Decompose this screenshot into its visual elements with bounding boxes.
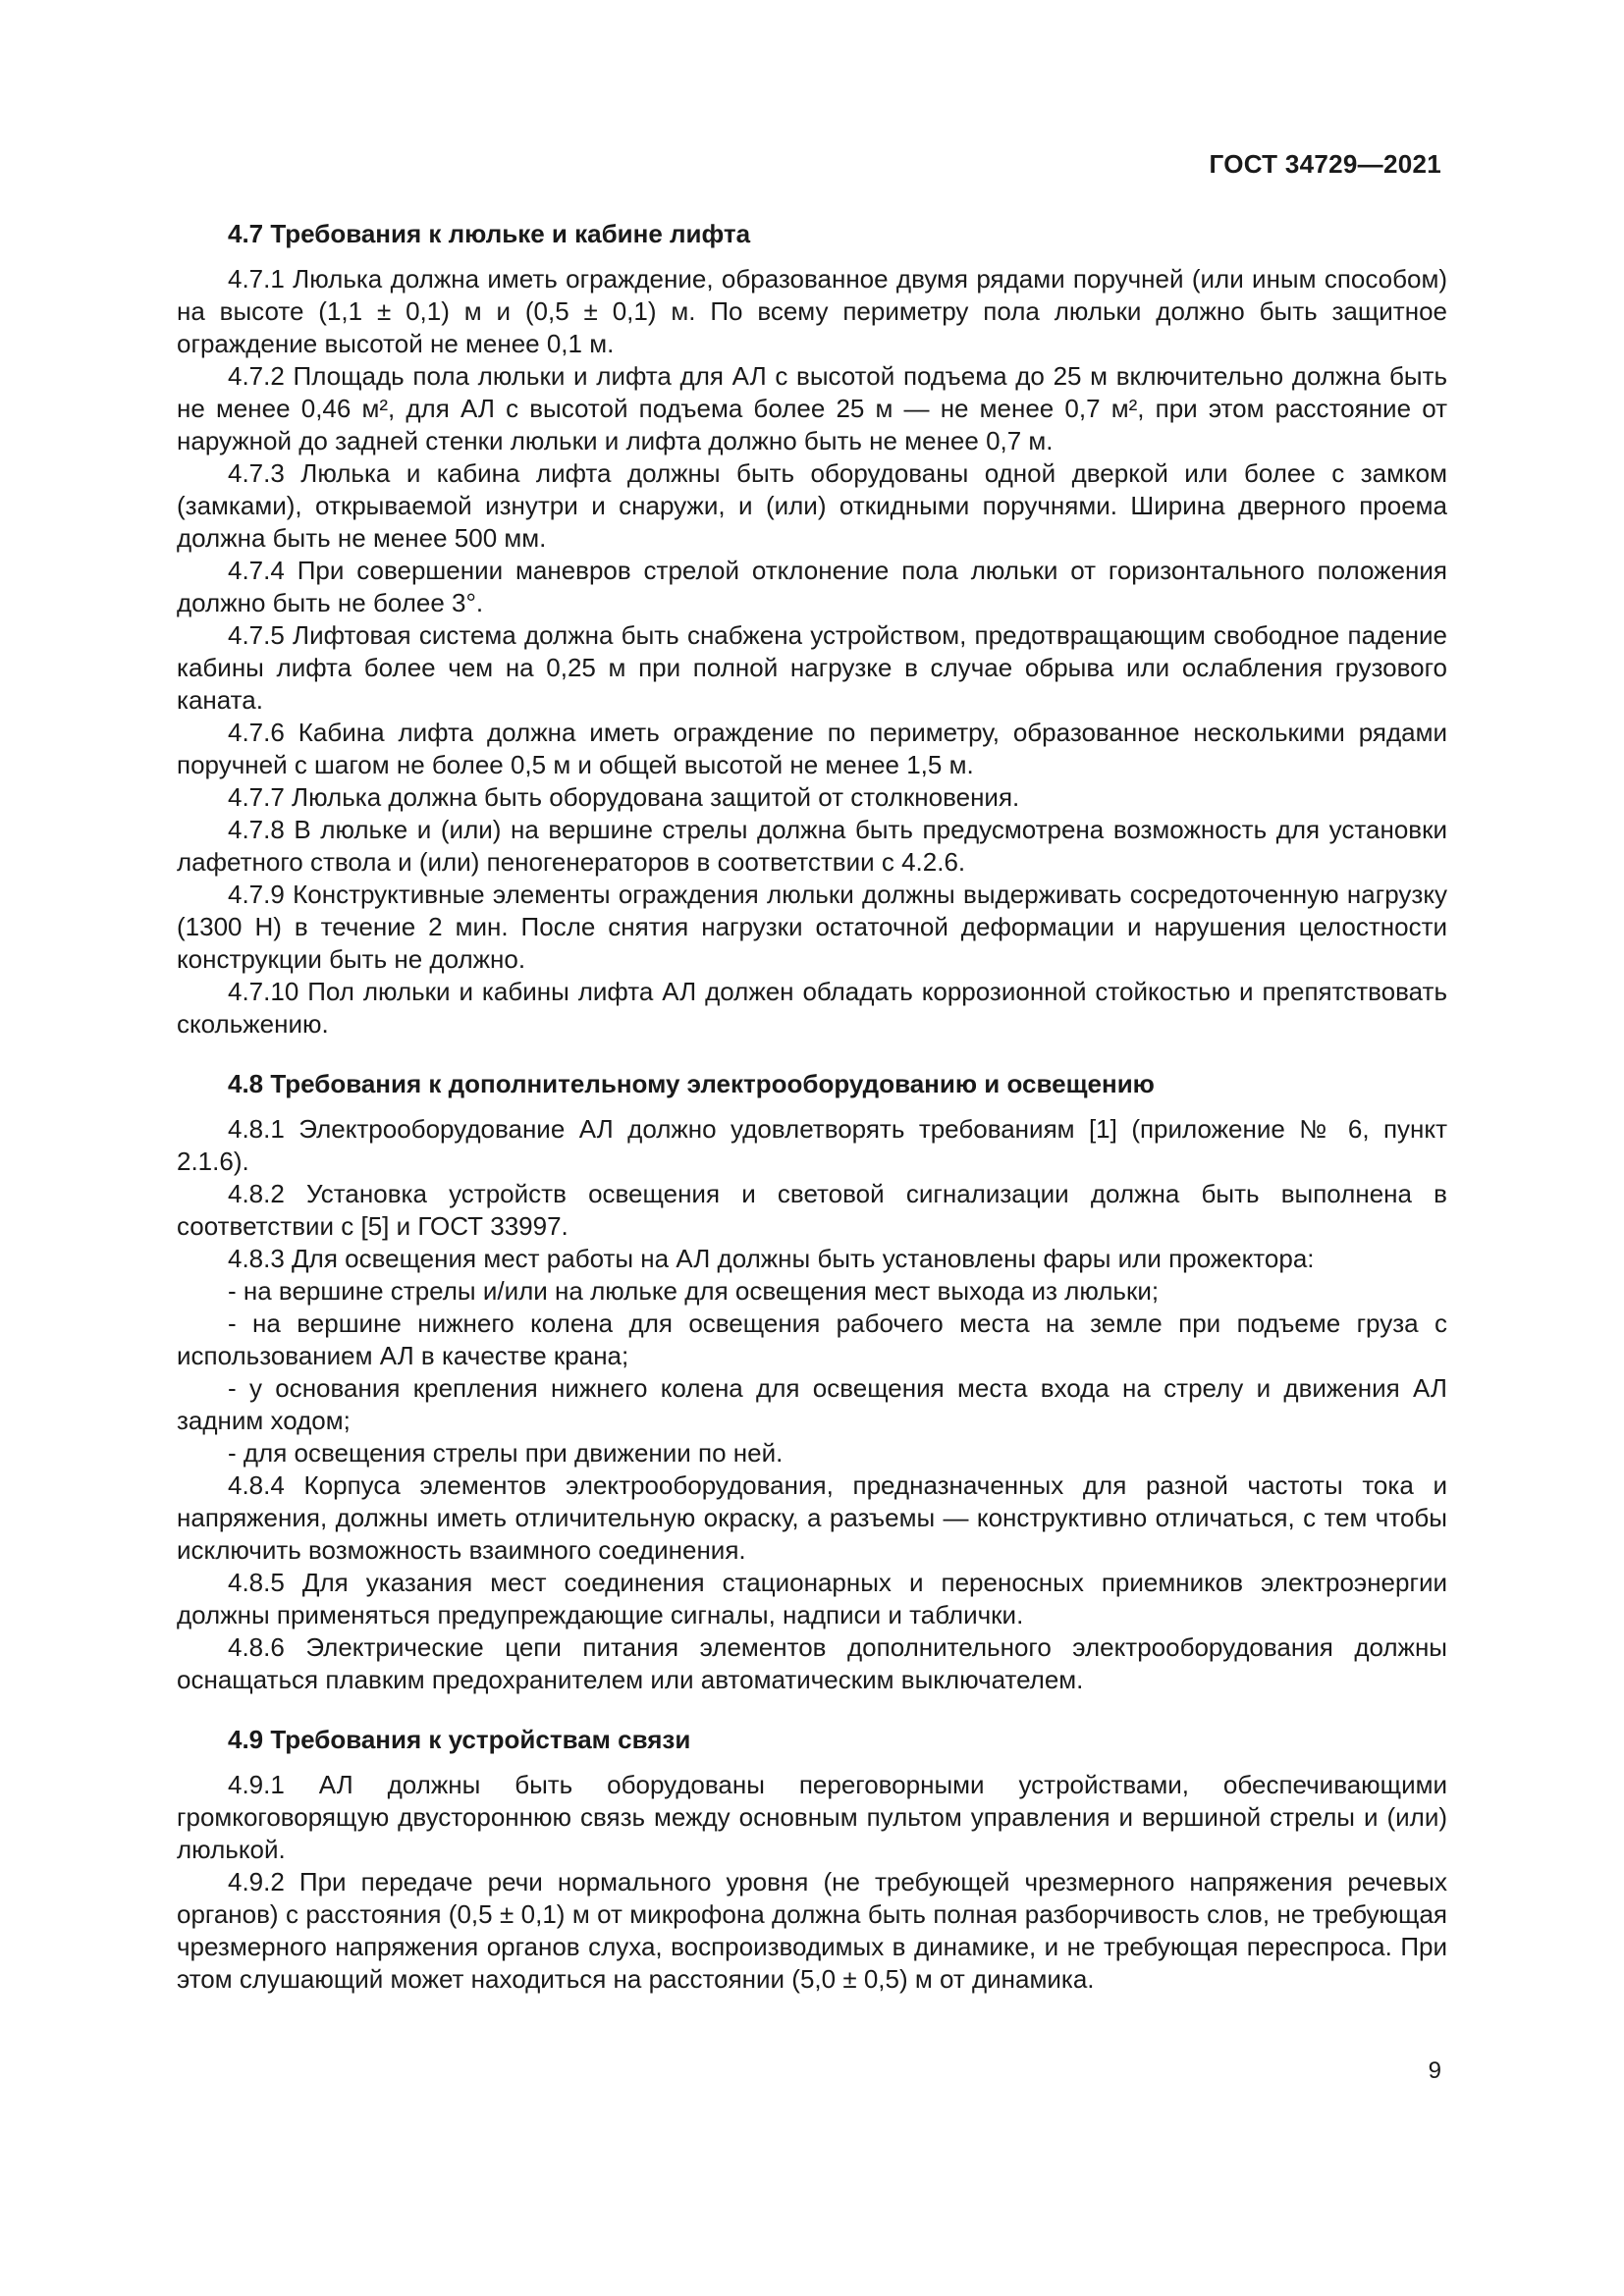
paragraph: 4.7.4 При совершении маневров стрелой отклонение пола люльки от горизонтального положения должно быть не более 3°. [177, 556, 1447, 617]
section-title: 4.8 Требования к дополнительному электрооборудованию и освещению [228, 1069, 1155, 1098]
paragraph: 4.7.6 Кабина лифта должна иметь ограждение по периметру, образованное несколькими рядами поручней с шагом не более 0,5 м и общей высотой не менее 1,5 м. [177, 718, 1447, 779]
paragraph: 4.7.2 Площадь пола люльки и лифта для АЛ с высотой подъема до 25 м включительно должна быть не менее 0,46 м², для АЛ с высотой подъема более 25 м — не менее 0,7 м², при этом расстояние от наружной до задней стенки люльки и лифта должно быть не менее 0,7 м. [177, 361, 1447, 455]
paragraph: 4.9.1 АЛ должны быть оборудованы переговорными устройствами, обеспечивающими громкоговорящую двустороннюю связь между основным пультом управления и вершиной стрелы и (или) люлькой. [177, 1770, 1447, 1864]
list-item: - на вершине стрелы и/или на люльке для освещения мест выхода из люльки; [228, 1276, 1160, 1306]
paragraph: 4.8.2 Установка устройств освещения и световой сигнализации должна быть выполнена в соответствии с [5] и ГОСТ 33997. [177, 1179, 1447, 1241]
document-code: ГОСТ 34729—2021 [1209, 149, 1441, 179]
paragraph: 4.9.2 При передаче речи нормального уровня (не требующей чрезмерного напряжения речевых органов) с расстояния (0,5 ± 0,1) м от микрофона должна быть полная разборчивость слов, не требующая чрезмерного напряжения органов слуха, воспроизводимых в динамике, и не требующая переспроса. При этом слушающий может находиться на расстоянии (5,0 ± 0,5) м от динамика. [177, 1867, 1447, 1994]
list-item: - на вершине нижнего колена для освещения рабочего места на земле при подъеме груза с использованием АЛ в качестве крана; [177, 1308, 1447, 1370]
paragraph: 4.7.7 Люлька должна быть оборудована защитой от столкновения. [228, 782, 1020, 812]
paragraph: 4.7.9 Конструктивные элементы ограждения люльки должны выдерживать сосредоточенную нагрузку (1300 Н) в течение 2 мин. После снятия нагрузки остаточной деформации и нарушения целостности конструкции быть не должно. [177, 880, 1447, 974]
paragraph: 4.7.1 Люлька должна иметь ограждение, образованное двумя рядами поручней (или иным способом) на высоте (1,1 ± 0,1) м и (0,5 ± 0,1) м. По всему периметру пола люльки должно быть защитное ограждение высотой не менее 0,1 м. [177, 264, 1447, 358]
paragraph: 4.7.3 Люлька и кабина лифта должны быть оборудованы одной дверкой или более с замком (замками), открываемой изнутри и снаружи, и (или) откидными поручнями. Ширина дверного проема должна быть не менее 500 мм. [177, 458, 1447, 553]
paragraph: 4.8.1 Электрооборудование АЛ должно удовлетворять требованиям [1] (приложение № 6, пункт 2.1.6). [177, 1114, 1447, 1176]
paragraph: 4.8.4 Корпуса элементов электрооборудования, предназначенных для разной частоты тока и напряжения, должны иметь отличительную окраску, а разъемы — конструктивно отличаться, с тем чтобы исключить возможность взаимного соединения. [177, 1470, 1447, 1565]
section-4-9 [177, 1724, 1447, 1996]
paragraph: 4.7.8 В люльке и (или) на вершине стрелы должна быть предусмотрена возможность для установки лафетного ствола и (или) пеногенераторов в соответствии с 4.2.6. [177, 815, 1447, 877]
section-4-8 [177, 1068, 1447, 1696]
list-item: - для освещения стрелы при движении по ней. [228, 1438, 784, 1468]
paragraph: 4.7.5 Лифтовая система должна быть снабжена устройством, предотвращающим свободное падение кабины лифта более чем на 0,25 м при полной нагрузке в случае обрыва или ослабления грузового каната. [177, 620, 1447, 715]
section-title: 4.7 Требования к люльке и кабине лифта [228, 219, 751, 248]
paragraph: 4.7.10 Пол люльки и кабины лифта АЛ должен обладать коррозионной стойкостью и препятствовать скольжению. [177, 977, 1447, 1039]
page-number: 9 [1428, 2057, 1441, 2084]
document-body [177, 218, 1447, 2023]
paragraph: 4.8.6 Электрические цепи питания элементов дополнительного электрооборудования должны оснащаться плавким предохранителем или автоматическим выключателем. [177, 1632, 1447, 1694]
list-item: - у основания крепления нижнего колена для освещения места входа на стрелу и движения АЛ задним ходом; [177, 1373, 1447, 1435]
paragraph: 4.8.3 Для освещения мест работы на АЛ должны быть установлены фары или прожектора: [228, 1244, 1315, 1273]
section-title: 4.9 Требования к устройствам связи [228, 1725, 691, 1754]
section-4-7 [177, 218, 1447, 1041]
paragraph: 4.8.5 Для указания мест соединения стационарных и переносных приемников электроэнергии должны применяться предупреждающие сигналы, надписи и таблички. [177, 1568, 1447, 1629]
